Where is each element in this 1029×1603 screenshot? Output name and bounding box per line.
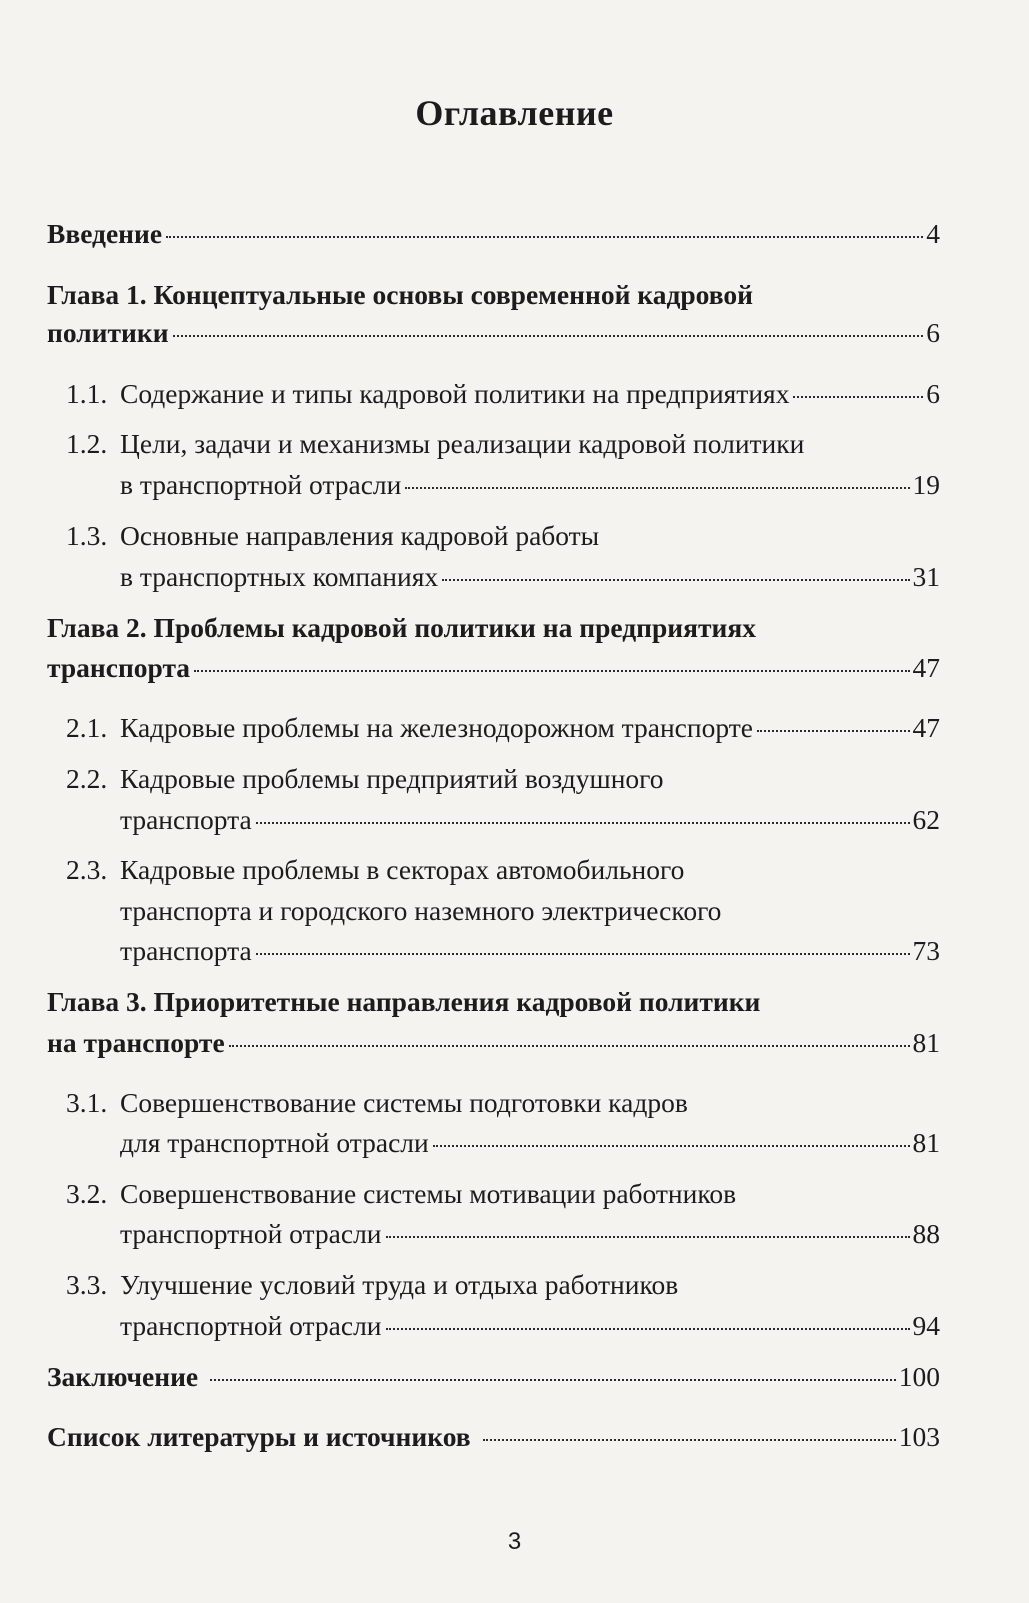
- toc-entry-chapter-2: [47, 651, 940, 685]
- toc-page-number: 47: [912, 712, 940, 743]
- toc-entry-3-3: [120, 1309, 940, 1343]
- dot-leader: [757, 730, 910, 732]
- dot-leader: [442, 579, 909, 581]
- toc-page-number: 103: [898, 1421, 940, 1452]
- dot-leader: [166, 236, 923, 238]
- dot-leader: [210, 1379, 896, 1381]
- section-3-2-line-1: Совершенствование системы мотивации работников: [120, 1178, 737, 1209]
- toc-entry-chapter-1: [47, 316, 940, 350]
- dot-leader: [229, 1045, 910, 1047]
- section-number: 2.3.: [66, 854, 108, 885]
- toc-page-number: 94: [912, 1310, 940, 1341]
- dot-leader: [405, 487, 909, 489]
- toc-entry-label: в транспортных компаниях: [120, 561, 439, 592]
- toc-entry-2-2: [120, 803, 940, 837]
- dot-leader: [386, 1328, 910, 1330]
- toc-page-number: 81: [912, 1027, 940, 1058]
- section-number: 2.1.: [66, 712, 108, 743]
- toc-entry-2-3: [120, 934, 940, 968]
- toc-entry-label: для транспортной отрасли: [120, 1127, 429, 1158]
- toc-entry-label: транспортной отрасли: [120, 1218, 382, 1249]
- dot-leader: [433, 1145, 910, 1147]
- toc-entry-label: в транспортной отрасли: [120, 469, 402, 500]
- section-number: 1.2.: [66, 428, 108, 459]
- toc-entry-references: [47, 1420, 940, 1454]
- section-2-3-line-2: транспорта и городского наземного электрического: [120, 895, 722, 926]
- toc-entry-label: политики: [47, 317, 169, 348]
- section-number: 3.2.: [66, 1178, 108, 1209]
- toc-entry-1-1: [120, 377, 940, 411]
- dot-leader: [483, 1439, 896, 1441]
- toc-entry-label: Заключение: [47, 1361, 199, 1392]
- toc-entry-2-1: [120, 711, 940, 745]
- dot-leader: [256, 953, 910, 955]
- toc-entry-label: транспорта: [120, 804, 252, 835]
- section-3-1-line-1: Совершенствование системы подготовки кадров: [120, 1087, 688, 1118]
- chapter-1-heading: Глава 1. Концептуальные основы современной кадровой: [47, 279, 753, 310]
- section-number: 3.3.: [66, 1269, 108, 1300]
- toc-entry-3-1: [120, 1126, 940, 1160]
- toc-entry-3-2: [120, 1217, 940, 1251]
- section-number: 1.1.: [66, 378, 108, 409]
- toc-page-number: 31: [912, 561, 940, 592]
- toc-page-number: 4: [926, 218, 940, 249]
- toc-entry-label: транспорта: [47, 652, 191, 683]
- toc-entry-1-3: [120, 560, 940, 594]
- toc-entry-label: транспортной отрасли: [120, 1310, 382, 1341]
- toc-page-number: 6: [926, 317, 940, 348]
- page-number: 3: [507, 1528, 522, 1555]
- section-2-2-line-1: Кадровые проблемы предприятий воздушного: [120, 763, 664, 794]
- section-number: 2.2.: [66, 763, 108, 794]
- toc-entry-intro: [47, 217, 940, 251]
- toc-page-number: 47: [912, 652, 940, 683]
- section-3-3-line-1: Улучшение условий труда и отдыха работников: [120, 1269, 679, 1300]
- section-1-2-line-1: Цели, задачи и механизмы реализации кадровой политики: [120, 428, 805, 459]
- toc-page-number: 19: [912, 469, 940, 500]
- toc-entry-conclusion: [47, 1360, 940, 1394]
- toc-entry-chapter-3: [47, 1026, 940, 1060]
- toc-entry-1-2: [120, 468, 940, 502]
- chapter-2-heading: Глава 2. Проблемы кадровой политики на предприятиях: [47, 612, 756, 643]
- dot-leader: [793, 396, 923, 398]
- toc-entry-label: Список литературы и источников: [47, 1421, 471, 1452]
- section-1-3-line-1: Основные направления кадровой работы: [120, 520, 600, 551]
- section-number: 3.1.: [66, 1087, 108, 1118]
- dot-leader: [386, 1236, 910, 1238]
- toc-entry-label: транспорта: [120, 935, 252, 966]
- toc-page-number: 73: [912, 935, 940, 966]
- chapter-3-heading: Глава 3. Приоритетные направления кадровой политики: [47, 986, 761, 1017]
- toc-entry-label: Содержание и типы кадровой политики на предприятиях: [120, 378, 790, 409]
- dot-leader: [173, 335, 924, 337]
- section-number: 1.3.: [66, 520, 108, 551]
- toc-page-number: 6: [926, 378, 940, 409]
- toc-page-number: 81: [912, 1127, 940, 1158]
- toc-page-number: 62: [912, 804, 940, 835]
- page-title: Оглавление: [415, 93, 614, 133]
- toc-page-number: 100: [898, 1361, 940, 1392]
- toc-entry-label: Кадровые проблемы на железнодорожном транспорте: [120, 712, 753, 743]
- toc-entry-label: Введение: [47, 218, 163, 249]
- dot-leader: [194, 670, 909, 672]
- section-2-3-line-1: Кадровые проблемы в секторах автомобильного: [120, 854, 685, 885]
- toc-page-number: 88: [912, 1218, 940, 1249]
- dot-leader: [256, 822, 910, 824]
- toc-entry-label: на транспорте: [47, 1027, 225, 1058]
